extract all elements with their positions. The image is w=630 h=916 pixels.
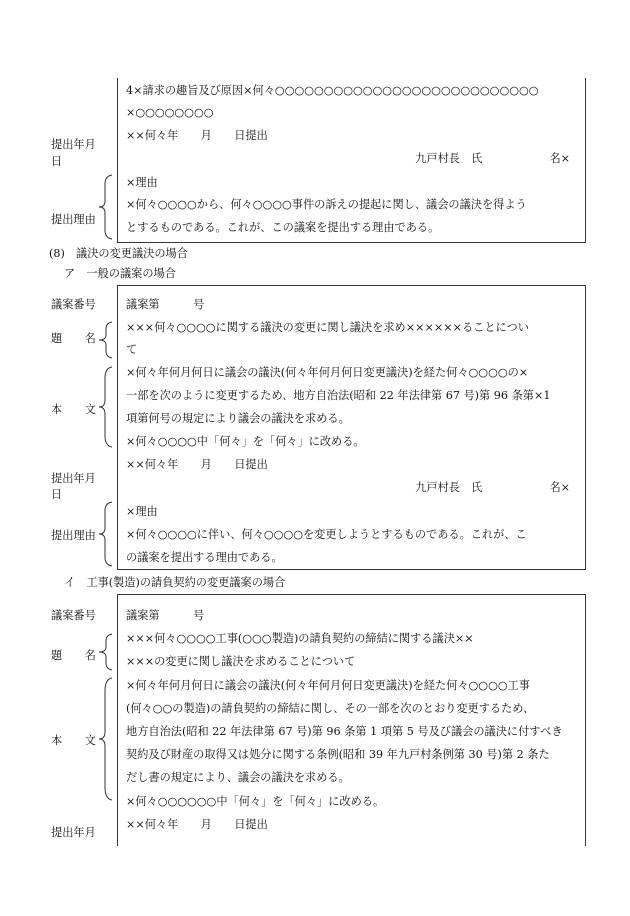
form-i-number-value: 議案第 号 xyxy=(126,609,205,622)
form-a-body-brace xyxy=(98,366,114,448)
form-i-number-label: 議案番号 xyxy=(51,609,96,622)
form-a-date-line: ××何々年 月 日提出 xyxy=(126,458,268,471)
form-i-date-label: 提出年月 xyxy=(51,826,96,839)
first-date-line: ××何々年 月 日提出 xyxy=(126,129,268,142)
first-reason-label: 提出理由 xyxy=(51,213,96,226)
form-i-date-line: ××何々年 月 日提出 xyxy=(126,818,268,831)
section8-heading: (8) 議決の変更議決の場合 xyxy=(49,247,188,260)
first-reason-line2: とするものである。これが、この議案を提出する理由である。 xyxy=(126,221,440,234)
first-reason-head: ×理由 xyxy=(126,176,158,189)
first-mayor-line: 九戸村長 氏 名× xyxy=(415,152,570,165)
form-i-title-line2: ×××の変更に関し議決を求めることについて xyxy=(126,655,356,668)
form-a-body-line2: 一部を次のように変更するため、地方自治法(昭和 22 年法律第 67 号)第 96 条第×1 xyxy=(126,389,551,402)
form-i-body-line3: 地方自治法(昭和 22 年法律第 67 号)第 96 条第 1 項第 5 号及び議会の議決に付すべき xyxy=(126,725,563,738)
form-i-body-line4: 契約及び財産の取得又は処分に関する条例(昭和 39 年九戸村条例第 30 号)第 2 条た xyxy=(126,748,550,761)
form-a-body-label: 本 文 xyxy=(51,403,96,416)
form-i-body-label: 本 文 xyxy=(51,734,96,747)
form-i-body-line6: ×何々○○○○○○中「何々」を「何々」に改める。 xyxy=(126,795,385,808)
first-reason-line1: ×何々○○○○から、何々○○○○事件の訴えの提起に関し、議会の議決を得よう xyxy=(126,198,527,211)
form-a-number-label: 議案番号 xyxy=(51,298,96,311)
form-a-reason-label: 提出理由 xyxy=(51,529,96,542)
section-i-heading: イ 工事(製造)の請負契約の変更議案の場合 xyxy=(64,576,286,589)
form-a-reason-head: ×理由 xyxy=(126,505,158,518)
form-i-body-line1: ×何々年何月何日に議会の議決(何々年何月何日変更議決)を経た何々○○○○工事 xyxy=(126,679,530,692)
form-a-reason-line1: ×何々○○○○に伴い、何々○○○○を変更しようとするものである。これが、こ xyxy=(126,528,527,541)
form-a-title-label: 題 名 xyxy=(51,332,96,345)
form-a-reason-line2: の議案を提出する理由である。 xyxy=(126,551,283,564)
section8-sub-a: ア 一般の議案の場合 xyxy=(64,267,176,280)
first-date-label-2: 日 xyxy=(51,155,63,168)
form-a-title-line2: て xyxy=(126,343,138,356)
form-a-number-value: 議案第 号 xyxy=(126,298,205,311)
first-date-label: 提出年月 xyxy=(51,138,96,151)
form-a-reason-brace xyxy=(98,501,114,567)
first-request-line2: ×○○○○○○○○ xyxy=(126,106,214,119)
form-a-body-line3: 項第何号の規定により議会の議決を求める。 xyxy=(126,412,350,425)
form-a-title-line1: ×××何々○○○○に関する議決の変更に関し議決を求め××××××ることについ xyxy=(126,321,529,334)
form-a-body-line1: ×何々年何月何日に議会の議決(何々年何月何日変更議決)を経た何々○○○○の× xyxy=(126,366,529,379)
form-a-date-label: 提出年月 xyxy=(51,472,96,485)
first-request-line1: 4×請求の趣旨及び原因×何々○○○○○○○○○○○○○○○○○○○○○○○○○○○ xyxy=(126,84,539,97)
form-i-body-brace xyxy=(98,677,114,801)
form-a-mayor-line: 九戸村長 氏 名× xyxy=(415,481,570,494)
form-i-title-line1: ×××何々○○○○工事(○○○製造)の請負契約の締結に関する議決×× xyxy=(126,632,474,645)
form-a-title-brace xyxy=(98,321,114,359)
form-i-body-line5: だし書の規定により、議会の議決を求める。 xyxy=(126,771,350,784)
form-i-title-label: 題 名 xyxy=(51,649,96,662)
first-reason-brace xyxy=(98,174,114,240)
form-i-title-brace xyxy=(98,633,114,671)
form-i-body-line2: (何々○○の製造)の請負契約の締結に関し、その一部を次のとおり変更するため、 xyxy=(126,702,535,715)
form-a-date-label-2: 日 xyxy=(51,488,63,501)
form-a-body-line4: ×何々○○○○中「何々」を「何々」に改める。 xyxy=(126,435,365,448)
